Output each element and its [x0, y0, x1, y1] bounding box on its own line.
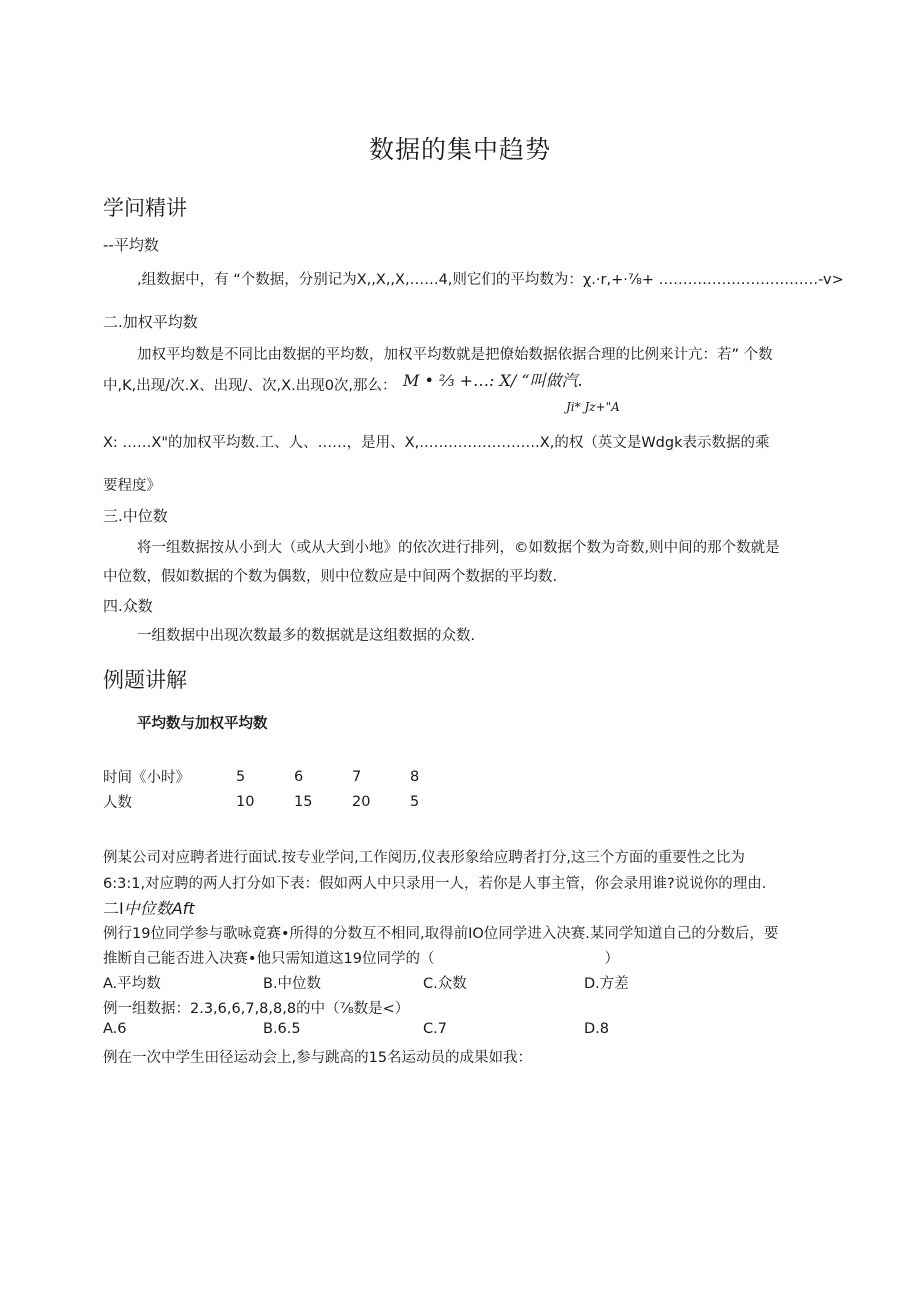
- example2-question: 推断自己能否进入决赛•他只需知道这19位同学的（: [103, 951, 435, 967]
- example2-option-b: B.中位数: [263, 976, 322, 992]
- example3-line: 例一组数据：2.3,6,6,7,8,8,8的中（⅞数是<）: [103, 1001, 410, 1017]
- example3-option-a: A.6: [103, 1021, 127, 1037]
- example3-option-c: C.7: [423, 1021, 447, 1037]
- subsection-median-title: 三.中位数: [103, 507, 168, 525]
- example2-bracket-close: ）: [604, 951, 620, 967]
- example2-line2: [103, 947, 619, 968]
- data-table: [103, 764, 450, 814]
- subsection-weighted-mean-title: 二.加权平均数: [103, 313, 198, 331]
- example2-option-a: A.平均数: [103, 976, 161, 992]
- weighted-mean-formula: M • ⅔ +…: X/ “叫做汽.: [403, 371, 583, 390]
- section-heading-knowledge: 学问精讲: [103, 196, 187, 220]
- table-cell: 6: [294, 768, 304, 785]
- table-cell: 7: [352, 768, 362, 785]
- subsection-prefix: 二I: [103, 899, 124, 918]
- median-line1: 将一组数据按从小到大（或从大到小地》的依次进行排列，©如数据个数为奇数,则中间的那个数就是: [137, 540, 780, 556]
- mean-definition: ,组数据中，有 “个数据，分别记为X,,X,,X,……4,则它们的平均数为：χ.·r,+·⅞+ ……………………………-v>: [137, 272, 844, 288]
- section-heading-examples: 例题讲解: [103, 668, 187, 692]
- example1-line2: 6:3:1,对应聘的两人打分如下表：假如两人中只录用一人，若你是人事主管，你会录用谁?说说你的理由.: [103, 876, 767, 892]
- page-title: 数据的集中趋势: [368, 135, 551, 164]
- example2-option-c: C.众数: [423, 976, 467, 992]
- table-cell: 15: [294, 793, 313, 810]
- median-line2: 中位数，假如数据的个数为偶数，则中位数应是中间两个数据的平均数.: [103, 569, 558, 585]
- subsection-mean-title: --平均数: [103, 236, 159, 254]
- weighted-mean-formula-denominator: Ji* Jz+"A: [566, 400, 620, 414]
- subsection-median-examples: [103, 896, 195, 919]
- example1-line1: 例某公司对应聘者进行面试.按专业学问,工作阅历,仪表形象给应聘者打分,这三个方面的重要性之比为: [103, 850, 745, 866]
- mode-line1: 一组数据中出现次数最多的数据就是这组数据的众数.: [137, 628, 476, 644]
- example3-option-b: B.6.5: [263, 1021, 301, 1037]
- table-cell: 8: [410, 768, 420, 785]
- table-row: [103, 789, 450, 814]
- example2-line1: 例行19位同学参与歌咏竟赛•所得的分数互不相同,取得前IO位同学进入决赛.某同学知道自己的分数后，要: [103, 926, 779, 942]
- table-cell: 5: [236, 768, 246, 785]
- table-row: [103, 764, 450, 789]
- example2-option-d: D.方差: [584, 976, 629, 992]
- weighted-mean-line4: 要程度》: [103, 478, 161, 494]
- example4-line: 例在一次中学生田径运动会上,参与跳高的15名运动员的成果如我：: [103, 1050, 533, 1066]
- subsection-median-label: 中位数Aft: [123, 899, 195, 918]
- table-cell: 20: [352, 793, 371, 810]
- weighted-mean-line1: 加权平均数是不同比由数据的平均数，加权平均数就是把僚始数据依据合理的比例来计亢：若” 个数: [137, 347, 773, 363]
- subsection-mode-title: 四.众数: [103, 597, 153, 615]
- subsection-mean-examples: 平均数与加权平均数: [137, 716, 268, 732]
- weighted-mean-line3: X: ……X"的加权平均数.工、人、……，是用、X,…………………….X,的权（英文是Wdgk表示数据的乘: [103, 435, 770, 451]
- weighted-mean-line2: 中,K,出现/次.X、出现/、次,X.出现0次,那么：: [103, 378, 397, 394]
- table-cell: 时间《小时》: [103, 770, 190, 786]
- table-cell: 人数: [103, 795, 132, 811]
- table-cell: 10: [236, 793, 255, 810]
- table-cell: 5: [410, 793, 420, 810]
- example3-option-d: D.8: [584, 1021, 609, 1037]
